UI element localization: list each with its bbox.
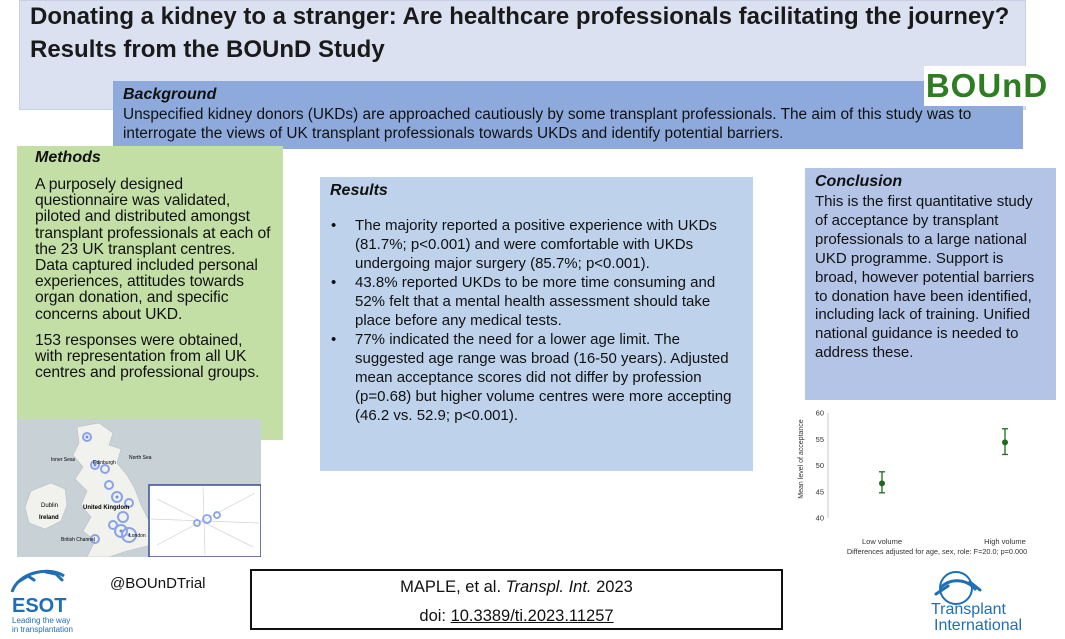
- acceptance-chart-svg: [790, 405, 1060, 560]
- results-section: [320, 177, 753, 471]
- esot-name: ESOT: [12, 595, 67, 617]
- ti-name-2: International: [934, 617, 1023, 632]
- chart-x-tick-label: High volume: [984, 537, 1026, 546]
- esot-logo: [4, 562, 124, 634]
- chart-y-tick-label: 40: [815, 513, 824, 523]
- map-label-dublin: Dublin: [41, 503, 59, 509]
- chart-ylabel: Mean level of acceptance: [798, 419, 805, 499]
- methods-heading: Methods: [35, 149, 101, 166]
- citation-journal: Transpl. Int.: [505, 578, 592, 596]
- results-list: [330, 216, 739, 425]
- methods-section: [17, 146, 283, 440]
- poster-title: Donating a kidney to a stranger: Are healthcare professionals facilitating the journey? Results from the BOUnD Study: [30, 3, 1010, 63]
- chart-x-tick-label: Low volume: [861, 537, 903, 546]
- results-item: • 43.8% reported UKDs to be more time consuming and 52% felt that a mental health assessment should take place before any medical tests.: [330, 273, 739, 330]
- background-text: Unspecified kidney donors (UKDs) are approached cautiously by some transplant professionals. The aim of this study was to interrogate the views of UK transplant professionals towards UKDs and identify potential barriers.: [123, 106, 972, 142]
- map-label-uk: United Kingdom: [83, 505, 130, 511]
- esot-tagline-1: Leading the way: [12, 616, 71, 625]
- citation-box: [250, 569, 783, 630]
- citation-authors: MAPLE, et al.: [400, 578, 506, 596]
- background-heading: Background: [123, 86, 217, 103]
- chart-y-tick-label: 50: [815, 461, 824, 470]
- twitter-handle[interactable]: @BOUnDTrial: [110, 575, 206, 592]
- uk-centres-map: [17, 419, 261, 557]
- transplant-international-logo: [918, 568, 1065, 632]
- map-label-channel: British Channel: [61, 537, 95, 543]
- chart-caption: Differences adjusted for age, sex, role: F=20.0; p=0.000: [846, 547, 1028, 556]
- methods-paragraph-2: 153 responses were obtained, with representation from all UK centres and professional groups.: [35, 331, 260, 382]
- acceptance-chart: [790, 405, 1060, 560]
- map-label-london: London: [129, 533, 146, 539]
- doi-link[interactable]: 10.3389/ti.2023.11257: [450, 607, 614, 625]
- results-heading: Results: [330, 182, 388, 199]
- chart-point: [1002, 439, 1008, 445]
- conclusion-text: This is the first quantitative study of acceptance by transplant professionals to a large national UKD programme. Support is broad, however potential barriers to donation have been identified, including lack of training. Unified national guidance is needed to address these.: [815, 193, 1035, 362]
- map-label-north-sea: North Sea: [129, 455, 152, 461]
- esot-tagline-2: in transplantation: [12, 625, 73, 634]
- map-label-ireland: Ireland: [39, 515, 59, 521]
- chart-y-tick-label: 45: [815, 487, 824, 497]
- ti-name-1: Transplant: [931, 601, 1006, 618]
- chart-y-tick-label: 60: [815, 408, 824, 418]
- doi-label: doi:: [419, 607, 451, 625]
- map-label-inner-seas: Inner Seas: [51, 457, 76, 463]
- bound-logo: BOUnD: [925, 67, 1049, 104]
- citation-year: 2023: [591, 578, 633, 596]
- chart-y-tick-label: 55: [815, 434, 824, 444]
- esot-logo-graphic: [4, 562, 124, 634]
- map-graphic: [17, 419, 261, 557]
- results-item: • 77% indicated the need for a lower age limit. The suggested age range was broad (16-50 years). Adjusted mean acceptance scores did not differ by profession (p=0.68) but higher volume centres were more accepting (46.2 vs. 52.9; p<0.001).: [330, 330, 739, 425]
- results-item: • The majority reported a positive experience with UKDs (81.7%; p<0.001) and were comfortable with UKDs undergoing major surgery (85.7%; p<0.001).: [330, 216, 739, 273]
- chart-point: [879, 480, 885, 486]
- methods-paragraph-1: A purposely designed questionnaire was validated, piloted and distributed amongst transplant professionals at each of the 23 UK transplant centres. Data captured included personal experiences, attitudes towards organ donation, and specific concerns about UKD.: [35, 176, 271, 323]
- doi-line: [252, 602, 781, 631]
- background-section: [113, 81, 1023, 149]
- ti-logo-graphic: [918, 568, 1065, 632]
- conclusion-section: [805, 168, 1056, 400]
- citation-line: [252, 573, 781, 602]
- conclusion-heading: Conclusion: [815, 173, 903, 190]
- map-label-edinburgh: Edinburgh: [93, 460, 116, 466]
